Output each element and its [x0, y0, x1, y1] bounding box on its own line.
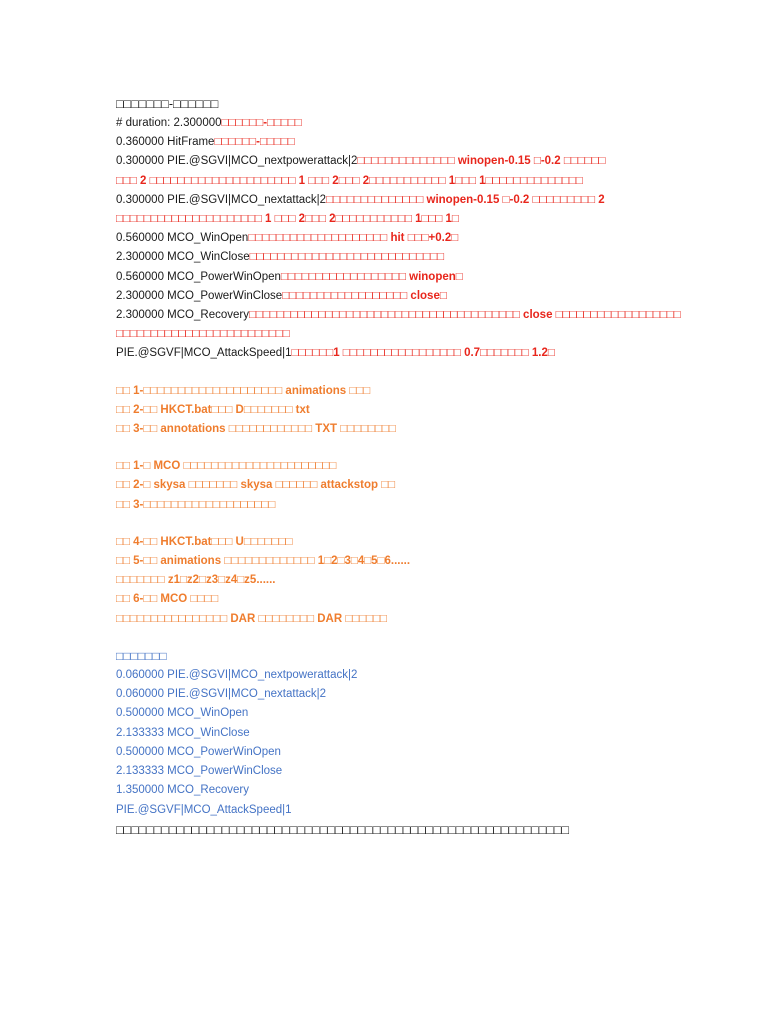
recovery-line: [116, 306, 681, 325]
nextattack-line: [116, 191, 666, 210]
hitframe-note: □□□□□□-□□□□□: [214, 136, 295, 149]
step-c-6-cont: □□□□□□□□□□□□□□□□ DAR □□□□□□□□ DAR □□□□□□: [116, 612, 387, 625]
winopen-line: [116, 229, 666, 248]
nextattack-note: □□□□□□□□□□□□□□ winopen-0.15 □-0.2 □□□□□□□□□ 2: [326, 193, 605, 206]
step-a-1: □□ 1-□□□□□□□□□□□□□□□□□□□□ animations □□□: [116, 384, 371, 397]
reference-heading: □□□□□□□: [116, 648, 167, 663]
document-page: [116, 94, 681, 840]
reference-line: 0.060000 PIE.@SGVI|MCO_nextattack|2: [116, 688, 327, 701]
winopen-note: □□□□□□□□□□□□□□□□□□□□ hit □□□+0.2□: [248, 232, 459, 245]
spacer: [116, 364, 666, 382]
spacer: [116, 629, 666, 647]
step-c-6: □□ 6-□□ MCO □□□□: [116, 593, 219, 606]
spacer: [116, 439, 666, 457]
reference-line: 2.133333 MCO_WinClose: [116, 726, 250, 739]
recovery-note-cont: □□□□□□□□□□□□□□□□□□□□□□□□□: [116, 328, 290, 341]
step-c-5: □□ 5-□□ animations □□□□□□□□□□□□□ 1□2□3□4□5□6......: [116, 555, 411, 568]
document-title: □□□□□□□-□□□□□□: [116, 97, 219, 111]
duration-code: # duration: 2.300000: [116, 117, 222, 129]
recovery-note: □□□□□□□□□□□□□□□□□□□□□□□□□□□□□□□□□□□□□□□ close □□□□□□□□□□□□□□□□□□: [248, 309, 681, 322]
nextpowerattack-note-cont: □□□ 2 □□□□□□□□□□□□□□□□□□□□□ 1 □□□ 2□□□ 2□□□□□□□□□□□ 1□□□ 1□□□□□□□□□□□□□□: [116, 174, 583, 187]
duration-line: [116, 114, 666, 133]
powerwinclose-line: [116, 287, 666, 306]
reference-line: 0.500000 MCO_PowerWinOpen: [116, 745, 281, 758]
attackspeed-line: [116, 344, 666, 363]
winclose-code: 2.300000 MCO_WinClose: [116, 251, 250, 264]
attackspeed-note: □□□□□□1 □□□□□□□□□□□□□□□□□ 0.7□□□□□□□ 1.2□: [291, 347, 555, 360]
nextattack-note-cont: □□□□□□□□□□□□□□□□□□□□□ 1 □□□ 2□□□ 2□□□□□□□□□□□ 1□□□ 1□: [116, 213, 459, 226]
step-b-1: □□ 1-□ MCO □□□□□□□□□□□□□□□□□□□□□□: [116, 460, 337, 473]
powerwinopen-note: □□□□□□□□□□□□□□□□□□ winopen□: [280, 270, 463, 283]
powerwinopen-code: 0.560000 MCO_PowerWinOpen: [116, 270, 281, 283]
reference-line: 1.350000 MCO_Recovery: [116, 784, 249, 797]
step-c-5-cont: □□□□□□□ z1□z2□z3□z4□z5......: [116, 574, 276, 587]
recovery-code: 2.300000 MCO_Recovery: [116, 309, 249, 322]
footer-note: □□□□□□□□□□□□□□□□□□□□□□□□□□□□□□□□□□□□□□□□□□□□□□□□□□□□□□□□□□□□: [116, 822, 570, 837]
step-b-2: □□ 2-□ skysa □□□□□□□ skysa □□□□□□ attackstop □□: [116, 479, 396, 492]
winclose-note: □□□□□□□□□□□□□□□□□□□□□□□□□□□□: [249, 251, 445, 264]
reference-line: 0.500000 MCO_WinOpen: [116, 707, 249, 720]
reference-line: 2.133333 MCO_PowerWinClose: [116, 765, 283, 778]
nextattack-code: 0.300000 PIE.@SGVI|MCO_nextattack|2: [116, 193, 327, 206]
reference-line: 0.060000 PIE.@SGVI|MCO_nextpowerattack|2: [116, 669, 358, 682]
powerwinclose-code: 2.300000 MCO_PowerWinClose: [116, 289, 283, 302]
step-a-2: □□ 2-□□ HKCT.bat□□□ D□□□□□□□ txt: [116, 403, 310, 416]
nextpowerattack-note: □□□□□□□□□□□□□□ winopen-0.15 □-0.2 □□□□□□: [357, 155, 606, 168]
powerwinopen-line: [116, 268, 666, 287]
step-b-3: □□ 3-□□□□□□□□□□□□□□□□□□□: [116, 498, 276, 511]
hitframe-line: [116, 133, 666, 152]
spacer: [116, 515, 666, 533]
hitframe-code: 0.360000 HitFrame: [116, 136, 215, 149]
nextpowerattack-line: [116, 152, 666, 171]
step-a-3: □□ 3-□□ annotations □□□□□□□□□□□□ TXT □□□□□□□□: [116, 423, 396, 436]
reference-line: PIE.@SGVF|MCO_AttackSpeed|1: [116, 803, 292, 816]
attackspeed-code: PIE.@SGVF|MCO_AttackSpeed|1: [116, 347, 292, 360]
step-c-4: □□ 4-□□ HKCT.bat□□□ U□□□□□□□: [116, 535, 293, 548]
winopen-code: 0.560000 MCO_WinOpen: [116, 232, 249, 245]
powerwinclose-note: □□□□□□□□□□□□□□□□□□ close□: [282, 289, 447, 302]
duration-note: □□□□□□-□□□□□: [221, 117, 302, 129]
nextpowerattack-code: 0.300000 PIE.@SGVI|MCO_nextpowerattack|2: [116, 155, 358, 168]
winclose-line: [116, 248, 666, 267]
